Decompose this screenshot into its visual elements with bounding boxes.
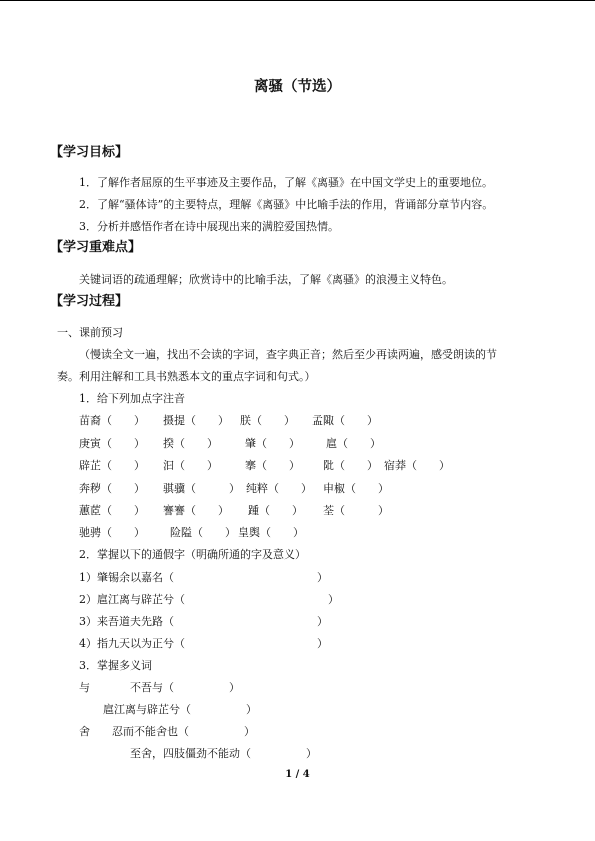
pinyin-item: 謇謇（ ） [163, 504, 229, 517]
key-points-heading: 【学习重难点】 [50, 240, 142, 255]
pinyin-item: 扈（ ） [326, 437, 381, 450]
goal-item-2: 2．了解“骚体诗”的主要特点，理解《离骚》中比喻手法的作用，背诵部分章节内容。 [79, 198, 494, 211]
pinyin-item: 庚寅（ ） [79, 437, 145, 450]
pinyin-item: 辟芷（ ） [79, 459, 145, 472]
pinyin-item: 搴（ ） [245, 459, 300, 472]
pinyin-item: 荃（ ） [323, 504, 389, 517]
tongjia-item-3: 3）来吾道夫先路（ ） [79, 615, 328, 628]
pinyin-item: 朕（ ） [240, 414, 295, 427]
tongjia-item-4: 4）指九天以为正兮（ ） [79, 637, 328, 650]
q2-label: 2．掌握以下的通假字（明确所通的字及意义） [79, 548, 306, 561]
goals-heading: 【学习目标】 [50, 145, 129, 160]
polysemy-word-she: 舍 [79, 725, 90, 738]
q3-label: 3．掌握多义词 [79, 659, 152, 672]
pinyin-item: 汩（ ） [163, 459, 218, 472]
polysemy-word-yu: 与 [79, 681, 90, 694]
pinyin-item: 宿莽（ ） [384, 459, 450, 472]
goal-item-1: 1．了解作者屈原的生平事迹及主要作品，了解《离骚》在中国文学史上的重要地位。 [79, 176, 493, 189]
pinyin-item: 驰骋（ ） [79, 526, 145, 539]
top-border-line [0, 0, 595, 1]
pinyin-item: 骐骥（ ） [163, 482, 240, 495]
pinyin-item: 肇（ ） [245, 437, 300, 450]
pinyin-item: 奔秽（ ） [79, 482, 145, 495]
page-number: 1 / 4 [285, 769, 310, 780]
pinyin-item: 蕙茝（ ） [79, 504, 145, 517]
preview-intro-line-1: （慢读全文一遍，找出不会读的字词，查字典正音；然后至少再读两遍，感受朗读的节 [79, 348, 497, 361]
pinyin-item: 皇舆（ ） [238, 526, 304, 539]
pinyin-item: 揆（ ） [163, 437, 218, 450]
pinyin-item: 申椒（ ） [323, 482, 389, 495]
goal-item-3: 3．分析并感悟作者在诗中展现出来的满腔爱国热情。 [79, 220, 339, 233]
polysemy-sentence: 扈江离与辟芷兮（ ） [103, 703, 257, 716]
page-title: 离骚（节选） [254, 79, 341, 95]
polysemy-sentence: 至舍，四肢僵劲不能动（ ） [130, 747, 317, 760]
pinyin-item: 摄提（ ） [163, 414, 229, 427]
pinyin-item: 踵（ ） [248, 504, 303, 517]
polysemy-sentence: 忍而不能舍也（ ） [112, 725, 255, 738]
preview-subheading: 一、课前预习 [57, 326, 123, 339]
pinyin-item: 纯粹（ ） [246, 482, 312, 495]
polysemy-sentence: 不吾与（ ） [130, 681, 240, 694]
tongjia-item-2: 2）扈江离与辟芷兮（ ） [79, 593, 339, 606]
pinyin-item: 阰（ ） [323, 459, 378, 472]
pinyin-item: 孟陬（ ） [312, 414, 378, 427]
preview-intro-line-2: 奏。利用注解和工具书熟悉本文的重点字词和句式。） [57, 370, 316, 383]
q1-label: 1．给下列加点字注音 [79, 392, 185, 405]
tongjia-item-1: 1）肇锡余以嘉名（ ） [79, 571, 328, 584]
process-heading: 【学习过程】 [50, 294, 129, 309]
pinyin-item: 险隘（ ） [170, 526, 236, 539]
key-points-text: 关键词语的疏通理解；欣赏诗中的比喻手法，了解《离骚》的浪漫主义特色。 [79, 273, 453, 286]
pinyin-item: 苗裔（ ） [79, 414, 145, 427]
